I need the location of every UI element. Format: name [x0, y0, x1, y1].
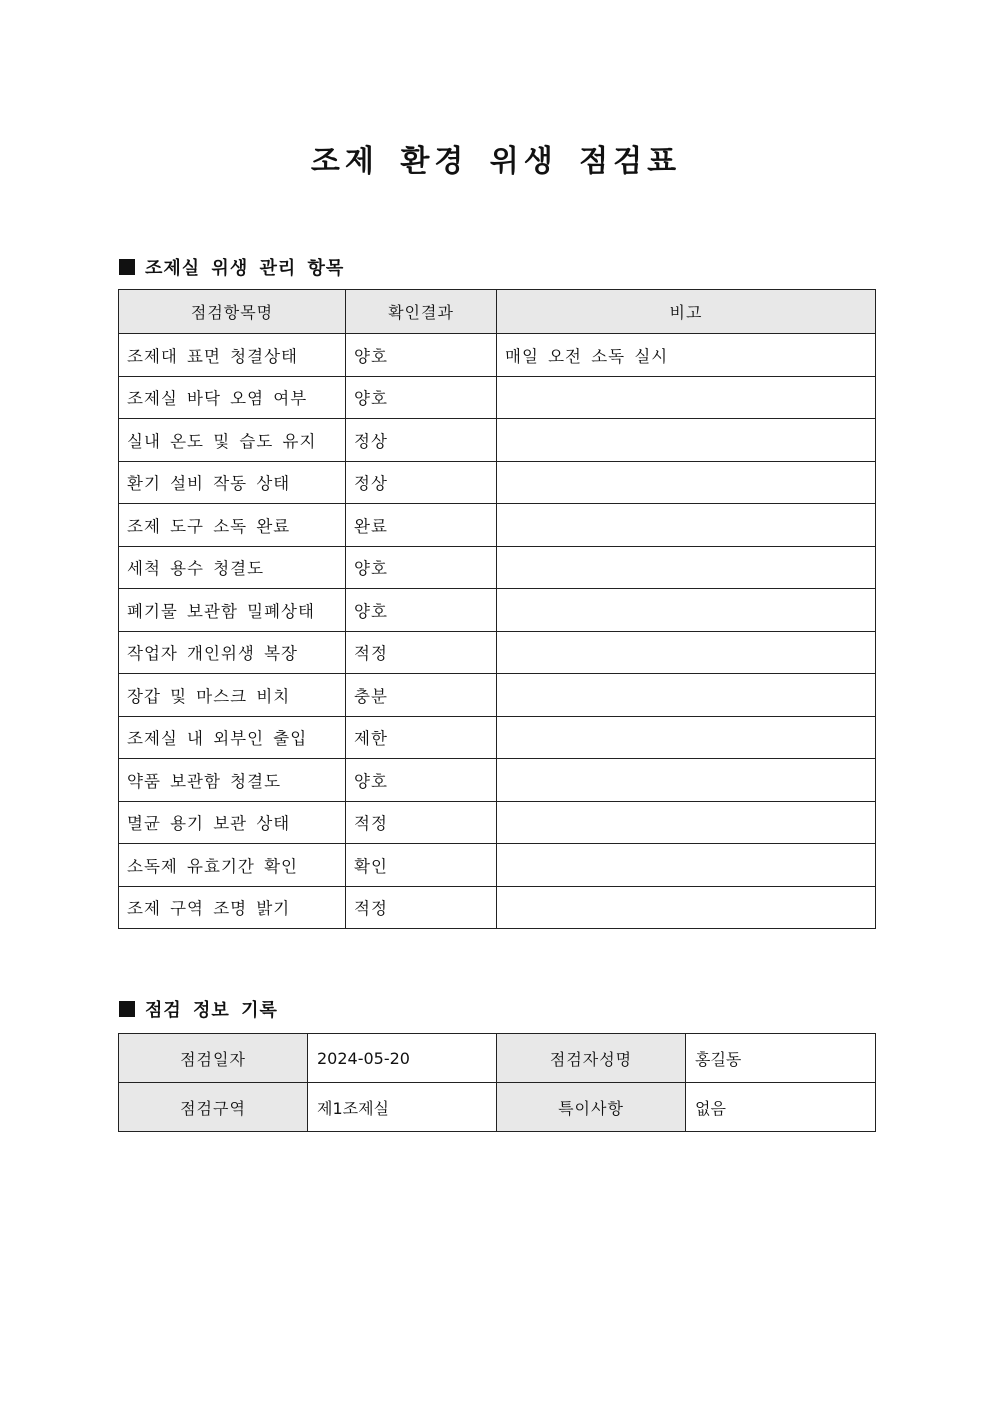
- info-row: [119, 1034, 876, 1083]
- section-heading-hygiene: [119, 254, 344, 280]
- table-row: [119, 759, 876, 802]
- note-cell: [497, 504, 876, 547]
- item-name-cell: 세척 용수 청결도: [119, 546, 346, 589]
- result-cell: 적정: [346, 886, 497, 929]
- note-cell: [497, 419, 876, 462]
- table-row: [119, 886, 876, 929]
- page-title: 조제 환경 위생 점검표: [310, 144, 682, 179]
- section-heading-inspection-info: [119, 996, 278, 1022]
- item-name-cell: 실내 온도 및 습도 유지: [119, 419, 346, 462]
- special-notes-value: 없음: [686, 1083, 876, 1132]
- table-row: [119, 716, 876, 759]
- note-cell: 매일 오전 소독 실시: [497, 334, 876, 377]
- item-name-cell: 소독제 유효기간 확인: [119, 844, 346, 887]
- table-row: [119, 801, 876, 844]
- result-cell: 정상: [346, 461, 497, 504]
- column-header: 점검항목명: [119, 290, 346, 334]
- note-cell: [497, 801, 876, 844]
- note-cell: [497, 546, 876, 589]
- note-cell: [497, 376, 876, 419]
- item-name-cell: 폐기물 보관함 밀폐상태: [119, 589, 346, 632]
- table-row: [119, 376, 876, 419]
- item-name-cell: 조제대 표면 청결상태: [119, 334, 346, 377]
- inspection-area-label: 점검구역: [119, 1083, 308, 1132]
- table-row: [119, 504, 876, 547]
- item-name-cell: 조제 도구 소독 완료: [119, 504, 346, 547]
- item-name-cell: 환기 설비 작동 상태: [119, 461, 346, 504]
- result-cell: 적정: [346, 631, 497, 674]
- result-cell: 충분: [346, 674, 497, 717]
- table-row: [119, 844, 876, 887]
- table-row: [119, 419, 876, 462]
- item-name-cell: 멸균 용기 보관 상태: [119, 801, 346, 844]
- result-cell: 양호: [346, 759, 497, 802]
- note-cell: [497, 631, 876, 674]
- inspection-info-table: [118, 1033, 876, 1132]
- item-name-cell: 조제 구역 조명 밝기: [119, 886, 346, 929]
- result-cell: 확인: [346, 844, 497, 887]
- item-name-cell: 작업자 개인위생 복장: [119, 631, 346, 674]
- inspector-name-label: 점검자성명: [497, 1034, 686, 1083]
- table-row: [119, 631, 876, 674]
- hygiene-checklist-table: [118, 289, 876, 929]
- result-cell: 양호: [346, 546, 497, 589]
- column-header: 확인결과: [346, 290, 497, 334]
- table-header-row: [119, 290, 876, 334]
- result-cell: 양호: [346, 376, 497, 419]
- result-cell: 정상: [346, 419, 497, 462]
- square-bullet-icon: [119, 1001, 135, 1017]
- note-cell: [497, 589, 876, 632]
- special-notes-label: 특이사항: [497, 1083, 686, 1132]
- result-cell: 양호: [346, 334, 497, 377]
- table-row: [119, 589, 876, 632]
- note-cell: [497, 716, 876, 759]
- result-cell: 제한: [346, 716, 497, 759]
- table-row: [119, 334, 876, 377]
- note-cell: [497, 759, 876, 802]
- result-cell: 적정: [346, 801, 497, 844]
- inspector-name-value: 홍길동: [686, 1034, 876, 1083]
- item-name-cell: 약품 보관함 청결도: [119, 759, 346, 802]
- section-heading-text: 조제실 위생 관리 항목: [145, 258, 345, 279]
- table-row: [119, 546, 876, 589]
- square-bullet-icon: [119, 259, 135, 275]
- note-cell: [497, 844, 876, 887]
- note-cell: [497, 674, 876, 717]
- note-cell: [497, 461, 876, 504]
- item-name-cell: 장갑 및 마스크 비치: [119, 674, 346, 717]
- section-heading-text: 점검 정보 기록: [145, 1000, 278, 1021]
- info-row: [119, 1083, 876, 1132]
- table-row: [119, 674, 876, 717]
- column-header: 비고: [497, 290, 876, 334]
- inspection-date-label: 점검일자: [119, 1034, 308, 1083]
- item-name-cell: 조제실 내 외부인 출입: [119, 716, 346, 759]
- inspection-date-value: 2024-05-20: [308, 1034, 497, 1083]
- result-cell: 양호: [346, 589, 497, 632]
- item-name-cell: 조제실 바닥 오염 여부: [119, 376, 346, 419]
- table-row: [119, 461, 876, 504]
- result-cell: 완료: [346, 504, 497, 547]
- note-cell: [497, 886, 876, 929]
- inspection-area-value: 제1조제실: [308, 1083, 497, 1132]
